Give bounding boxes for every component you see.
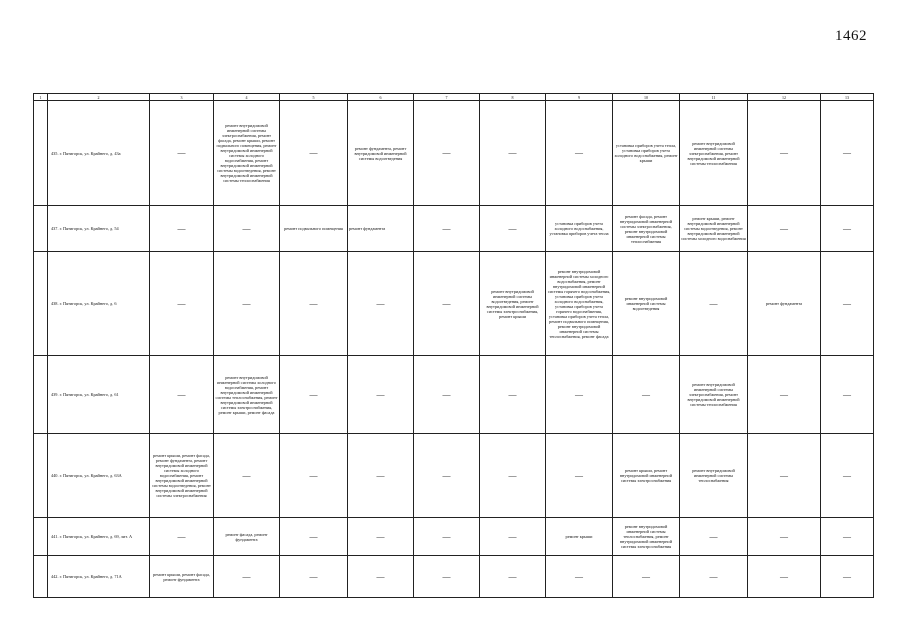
work-cell: — — [821, 206, 874, 252]
work-cell: — — [348, 356, 414, 434]
header-cell: 8 — [480, 94, 546, 101]
work-cell: ремонт внутридомовой инженерной системы электроснабжения, ремонт фасада, ремонт крыши, ремонт подвального помещения, ремонт внутридомовой инженерной системы холодного водоснабжения, ремонт внутридомовой инженерной системы водоотведения, ремонт внутридомовой инженерной системы теплоснабжения — [214, 101, 280, 206]
work-cell: — — [680, 252, 748, 356]
work-cell: — — [348, 252, 414, 356]
header-cell: 10 — [613, 94, 680, 101]
work-cell: — — [214, 556, 280, 598]
work-cell: ремонт внутридомовой инженерной системы водоотведения — [613, 252, 680, 356]
row-number-cell — [34, 101, 48, 206]
page-number: 1462 — [835, 28, 867, 44]
table-row — [34, 556, 874, 598]
work-cell: ремонт внутридомовой инженерной системы теплоснабжения — [680, 434, 748, 518]
work-cell: — — [414, 252, 480, 356]
work-cell: — — [546, 101, 613, 206]
header-cell: 13 — [821, 94, 874, 101]
work-cell: — — [480, 356, 546, 434]
row-number-cell — [34, 252, 48, 356]
work-cell: — — [414, 101, 480, 206]
work-cell: — — [348, 434, 414, 518]
table-row — [34, 101, 874, 206]
work-cell: — — [214, 206, 280, 252]
work-cell: ремонт фасада, ремонт внутридомовой инженерной системы электроснабжения, ремонт внутридомовой инженерной системы теплоснабжения — [613, 206, 680, 252]
work-cell: — — [480, 556, 546, 598]
header-cell: 11 — [680, 94, 748, 101]
row-number-cell — [34, 518, 48, 556]
work-cell: — — [280, 518, 348, 556]
work-cell: — — [480, 101, 546, 206]
work-cell: — — [150, 356, 214, 434]
header-cell: 3 — [150, 94, 214, 101]
work-cell: — — [546, 434, 613, 518]
row-number-cell — [34, 356, 48, 434]
work-cell: ремонт внутридомовой инженерной системы водоотведения, ремонт внутридомовой инженерной системы электроснабжения, ремонт крыши — [480, 252, 546, 356]
header-cell: 6 — [348, 94, 414, 101]
work-cell: — — [748, 556, 821, 598]
header-cell: 12 — [748, 94, 821, 101]
work-cell: — — [546, 356, 613, 434]
work-cell: — — [150, 101, 214, 206]
work-cell: ремонт крыши, ремонт фасада, ремонт фундамента — [150, 556, 214, 598]
header-cell: 5 — [280, 94, 348, 101]
work-cell: — — [821, 356, 874, 434]
work-cell: — — [214, 252, 280, 356]
work-cell: — — [414, 518, 480, 556]
work-cell: — — [821, 556, 874, 598]
work-cell: — — [150, 206, 214, 252]
work-cell: — — [480, 518, 546, 556]
address-cell: 437. г. Пятигорск, ул. Крайнего, д. 54 — [48, 206, 150, 252]
work-cell: — — [821, 434, 874, 518]
work-cell: — — [280, 556, 348, 598]
header-cell: 2 — [48, 94, 150, 101]
work-cell: ремонт внутридомовой инженерной системы теплоснабжения, ремонт внутридомовой инженерной системы электроснабжения — [613, 518, 680, 556]
work-cell: — — [280, 356, 348, 434]
work-cell: ремонт крыши, ремонт внутридомовой инженерной системы водоотведения, ремонт внутридомовой инженерной системы холодного водоснабжения — [680, 206, 748, 252]
work-cell: — — [414, 556, 480, 598]
work-cell: — — [348, 556, 414, 598]
work-cell: — — [348, 518, 414, 556]
work-cell: ремонт внутридомовой инженерной системы холодного водоснабжения, ремонт внутридомовой инженерной системы теплоснабжения, ремонт внутридомовой инженерной системы электроснабжения, ремонт крыши, ремонт фасада — [214, 356, 280, 434]
header-row — [34, 94, 874, 101]
table-row — [34, 434, 874, 518]
address-cell: 441. г. Пятигорск, ул. Крайнего, д. 69, лит. А — [48, 518, 150, 556]
work-cell: — — [821, 252, 874, 356]
work-cell: — — [546, 556, 613, 598]
work-cell: ремонт фасада, ремонт фундамента — [214, 518, 280, 556]
address-cell: 439. г. Пятигорск, ул. Крайнего, д. 61 — [48, 356, 150, 434]
address-cell: 435. г. Пятигорск, ул. Крайнего, д. 43а — [48, 101, 150, 206]
address-cell: 442. г. Пятигорск, ул. Крайнего, д. 71А — [48, 556, 150, 598]
work-cell: ремонт фундамента — [748, 252, 821, 356]
work-cell: — — [414, 356, 480, 434]
work-cell: ремонт крыши, ремонт фасада, ремонт фундамента, ремонт внутридомовой инженерной системы холодного водоснабжения, ремонт внутридомовой инженерной системы водоотведения, ремонт внутридомовой инженерной системы электроснабжения — [150, 434, 214, 518]
table-row — [34, 518, 874, 556]
work-cell: — — [613, 356, 680, 434]
row-number-cell — [34, 434, 48, 518]
work-cell: — — [414, 206, 480, 252]
work-cell: — — [748, 356, 821, 434]
work-cell: ремонт крыши — [546, 518, 613, 556]
work-cell: — — [680, 556, 748, 598]
work-cell: — — [748, 518, 821, 556]
work-cell: ремонт внутридомовой инженерной системы электроснабжения, ремонт внутридомовой инженерной системы теплоснабжения — [680, 101, 748, 206]
work-cell: — — [480, 434, 546, 518]
work-cell: — — [613, 556, 680, 598]
work-cell: — — [280, 434, 348, 518]
work-cell: — — [680, 518, 748, 556]
address-cell: 438. г. Пятигорск, ул. Крайнего, д. 6 — [48, 252, 150, 356]
row-number-cell — [34, 206, 48, 252]
work-cell: — — [280, 101, 348, 206]
work-cell: — — [748, 434, 821, 518]
row-number-cell — [34, 556, 48, 598]
work-cell: — — [150, 252, 214, 356]
work-cell: — — [280, 252, 348, 356]
work-cell: — — [214, 434, 280, 518]
work-cell: ремонт фундамента — [348, 206, 414, 252]
work-cell: ремонт фундамента, ремонт внутридомовой инженерной системы водоотведения — [348, 101, 414, 206]
work-cell: — — [821, 518, 874, 556]
work-cell: ремонт крыши, ремонт внутридомовой инженерной системы электроснабжения — [613, 434, 680, 518]
header-cell: 1 — [34, 94, 48, 101]
table-row — [34, 252, 874, 356]
work-cell: ремонт внутридомовой инженерной системы электроснабжения, ремонт внутридомовой инженерной системы теплоснабжения — [680, 356, 748, 434]
header-cell: 7 — [414, 94, 480, 101]
work-cell: — — [414, 434, 480, 518]
capital-repair-table — [33, 93, 874, 598]
work-cell: — — [821, 101, 874, 206]
table-row — [34, 356, 874, 434]
work-cell: ремонт подвального помещения — [280, 206, 348, 252]
header-cell: 9 — [546, 94, 613, 101]
work-cell: — — [748, 101, 821, 206]
work-cell: установка приборов учета тепла, установка приборов учета холодного водоснабжения, ремонт крыши — [613, 101, 680, 206]
address-cell: 440. г. Пятигорск, ул. Крайнего, д. 63А — [48, 434, 150, 518]
work-cell: — — [480, 206, 546, 252]
work-cell: — — [150, 518, 214, 556]
work-cell: — — [748, 206, 821, 252]
header-cell: 4 — [214, 94, 280, 101]
table-row — [34, 206, 874, 252]
work-cell: ремонт внутридомовой инженерной системы холодного водоснабжения, ремонт внутридомовой инженерной системы горячего водоснабжения, установка приборов учета холодного водоснабжения, установка приборов учета горячего водоснабжения, установка приборов учета тепла, ремонт подвального помещения, ремонт внутридомовой инженерной системы теплоснабжения, ремонт фасада — [546, 252, 613, 356]
work-cell: установка приборов учета холодного водоснабжения, установка приборов учета тепла — [546, 206, 613, 252]
